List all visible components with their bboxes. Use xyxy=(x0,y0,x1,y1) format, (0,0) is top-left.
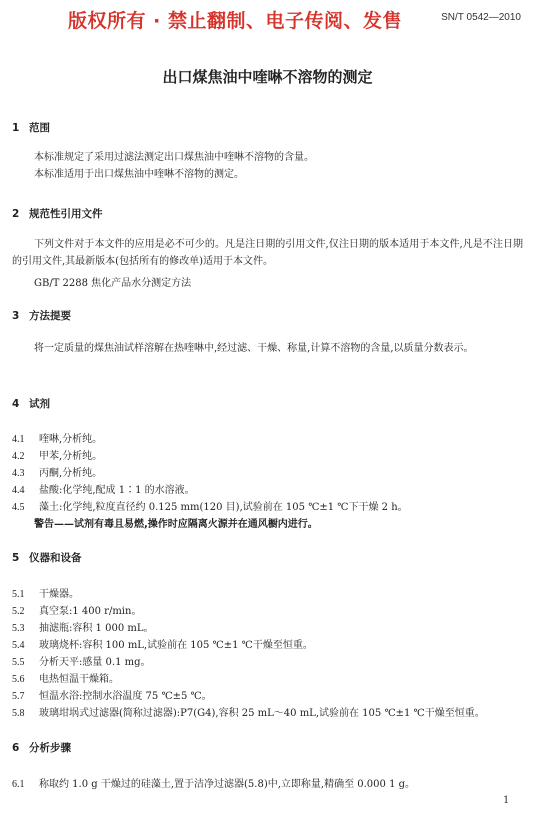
section-number: 1 xyxy=(12,122,20,134)
section-title: 规范性引用文件 xyxy=(29,208,103,220)
item-number: 4.1 xyxy=(12,434,25,445)
section-title: 分析步骤 xyxy=(29,742,71,754)
list-item xyxy=(12,653,151,668)
section-heading-5 xyxy=(12,550,82,565)
normative-reference: GB/T 2288 焦化产品水分测定方法 xyxy=(34,278,192,289)
item-text: 干燥器。 xyxy=(39,589,79,600)
section-heading-1 xyxy=(12,120,50,135)
section-heading-2 xyxy=(12,206,103,221)
list-item xyxy=(12,498,408,513)
item-text: 玻璃烧杯:容积 100 mL,试验前在 105 ℃±1 ℃干燥至恒重。 xyxy=(39,640,313,651)
section-title: 仪器和设备 xyxy=(29,552,82,564)
item-number: 5.3 xyxy=(12,623,25,634)
list-item xyxy=(12,602,141,617)
item-text: 分析天平:感量 0.1 mg。 xyxy=(39,657,151,668)
paragraph: 下列文件对于本文件的应用是必不可少的。凡是注日期的引用文件,仅注日期的版本适用于本文件,凡是不注日期的引用文件,其最新版本(包括所有的修改单)适用于本文件。 xyxy=(12,239,523,267)
item-number: 5.7 xyxy=(12,691,25,702)
section-number: 6 xyxy=(12,742,20,754)
item-number: 5.1 xyxy=(12,589,25,600)
list-item xyxy=(12,775,415,790)
list-item xyxy=(12,636,313,651)
list-item xyxy=(12,704,485,719)
paragraph: 本标准适用于出口煤焦油中喹啉不溶物的测定。 xyxy=(34,169,244,180)
list-item xyxy=(12,464,102,479)
item-text: 真空泵:1 400 r/min。 xyxy=(39,606,142,617)
item-number: 5.6 xyxy=(12,674,25,685)
item-text: 藻土:化学纯,粒度直径约 0.125 mm(120 目),试验前在 105 ℃±1 ℃下干燥 2 h。 xyxy=(39,502,408,513)
item-text: 喹啉,分析纯。 xyxy=(39,434,103,445)
item-number: 4.3 xyxy=(12,468,25,479)
section-number: 5 xyxy=(12,552,20,564)
list-item xyxy=(12,447,102,462)
section-heading-4 xyxy=(12,396,50,411)
section-title: 方法提要 xyxy=(29,310,71,322)
copyright-watermark: 版权所有 · 禁止翻制、电子传阅、发售 xyxy=(68,10,402,32)
section-number: 2 xyxy=(12,208,20,220)
list-item xyxy=(12,670,119,685)
item-text: 玻璃坩埚式过滤器(简称过滤器):P7(G4),容积 25 mL～40 mL,试验前在 105 ℃±1 ℃干燥至恒重。 xyxy=(39,708,485,719)
section-title: 范围 xyxy=(29,122,50,134)
item-number: 4.4 xyxy=(12,485,25,496)
section-title: 试剂 xyxy=(29,398,50,410)
item-text: 丙酮,分析纯。 xyxy=(39,468,103,479)
safety-warning: 警告——试剂有毒且易燃,操作时应隔离火源并在通风橱内进行。 xyxy=(34,519,318,530)
list-item xyxy=(12,585,79,600)
item-number: 6.1 xyxy=(12,779,25,790)
paragraph: 将一定质量的煤焦油试样溶解在热喹啉中,经过滤、干燥、称量,计算不溶物的含量,以质量分数表示。 xyxy=(34,343,474,354)
item-text: 称取约 1.0 g 干燥过的硅藻土,置于洁净过滤器(5.8)中,立即称量,精确至 0.000 1 g。 xyxy=(39,779,416,790)
item-text: 恒温水浴:控制水浴温度 75 ℃±5 ℃。 xyxy=(39,691,212,702)
item-text: 甲苯,分析纯。 xyxy=(39,451,103,462)
standard-number: SN/T 0542—2010 xyxy=(441,12,521,23)
item-number: 5.8 xyxy=(12,708,25,719)
item-number: 5.5 xyxy=(12,657,25,668)
item-number: 4.5 xyxy=(12,502,25,513)
section-number: 3 xyxy=(12,310,20,322)
section-heading-6 xyxy=(12,740,71,755)
page-number: 1 xyxy=(503,795,510,806)
item-text: 盐酸:化学纯,配成 1∶1 的水溶液。 xyxy=(39,485,195,496)
list-item xyxy=(12,687,212,702)
list-item xyxy=(12,481,195,496)
item-number: 5.4 xyxy=(12,640,25,651)
item-number: 4.2 xyxy=(12,451,25,462)
list-item xyxy=(12,430,102,445)
section-heading-3 xyxy=(12,308,71,323)
document-title: 出口煤焦油中喹啉不溶物的测定 xyxy=(162,68,373,86)
item-text: 电热恒温干燥箱。 xyxy=(39,674,119,685)
item-number: 5.2 xyxy=(12,606,25,617)
section-number: 4 xyxy=(12,398,20,410)
paragraph: 本标准规定了采用过滤法测定出口煤焦油中喹啉不溶物的含量。 xyxy=(34,152,314,163)
list-item xyxy=(12,619,153,634)
item-text: 抽滤瓶:容积 1 000 mL。 xyxy=(39,623,154,634)
